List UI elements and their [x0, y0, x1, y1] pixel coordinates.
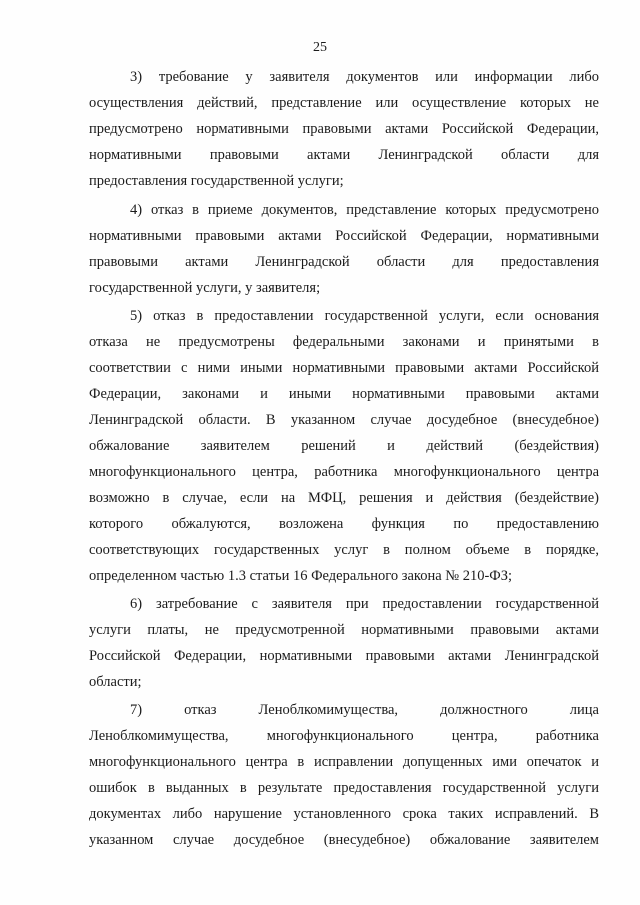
text-line: определенном частью 1.3 статьи 16 Федерального закона № 210-ФЗ;: [89, 568, 513, 584]
text-line: 4) отказ в приеме документов, представление которых предусмотрено: [130, 202, 599, 218]
text-line: государственной услуги, у заявителя;: [89, 280, 321, 296]
text-line: предусмотрено нормативными правовыми актами Российской Федерации,: [89, 121, 599, 137]
text-line: услуги платы, не предусмотренной нормативными правовыми актами: [89, 622, 599, 638]
text-line: которого обжалуются, возложена функция по предоставлению: [89, 516, 599, 532]
text-line: осуществления действий, представление или осуществление которых не: [89, 95, 599, 111]
text-line: соответствии с ними иными нормативными правовыми актами Российской: [89, 360, 599, 376]
text-line: 7) отказ Леноблкомимущества, должностного лица: [130, 702, 599, 718]
text-line: отказа не предусмотрены федеральными законами и принятыми в: [89, 334, 599, 350]
text-line: Российской Федерации, нормативными правовыми актами Ленинградской: [89, 648, 599, 664]
text-line: ошибок в выданных в результате предоставления государственной услуги: [89, 780, 599, 796]
text-line: соответствующих государственных услуг в полном объеме в порядке,: [89, 542, 599, 558]
text-line: многофункционального центра в исправлении допущенных ими опечаток и: [89, 754, 599, 770]
text-line: обжалование заявителем решений и действий (бездействия): [89, 438, 599, 454]
text-line: возможно в случае, если на МФЦ, решения и действия (бездействие): [89, 490, 599, 506]
text-line: документах либо нарушение установленного срока таких исправлений. В: [89, 806, 599, 822]
text-line: области;: [89, 674, 142, 690]
text-line: Ленинградской области. В указанном случае досудебное (внесудебное): [89, 412, 599, 428]
text-line: нормативными правовыми актами Ленинградской области для: [89, 147, 599, 163]
text-line: Леноблкомимущества, многофункционального центра, работника: [89, 728, 599, 744]
page-number: 25: [313, 40, 327, 55]
text-line: многофункционального центра, работника многофункционального центра: [89, 464, 599, 480]
text-line: предоставления государственной услуги;: [89, 173, 344, 189]
text-line: указанном случае досудебное (внесудебное) обжалование заявителем: [89, 832, 599, 848]
text-line: правовыми актами Ленинградской области для предоставления: [89, 254, 599, 270]
text-line: Федерации, законами и иными нормативными правовыми актами: [89, 386, 599, 402]
text-line: нормативными правовыми актами Российской Федерации, нормативными: [89, 228, 599, 244]
text-line: 3) требование у заявителя документов или информации либо: [130, 69, 599, 85]
text-line: 6) затребование с заявителя при предоставлении государственной: [130, 596, 599, 612]
text-line: 5) отказ в предоставлении государственной услуги, если основания: [130, 308, 599, 324]
